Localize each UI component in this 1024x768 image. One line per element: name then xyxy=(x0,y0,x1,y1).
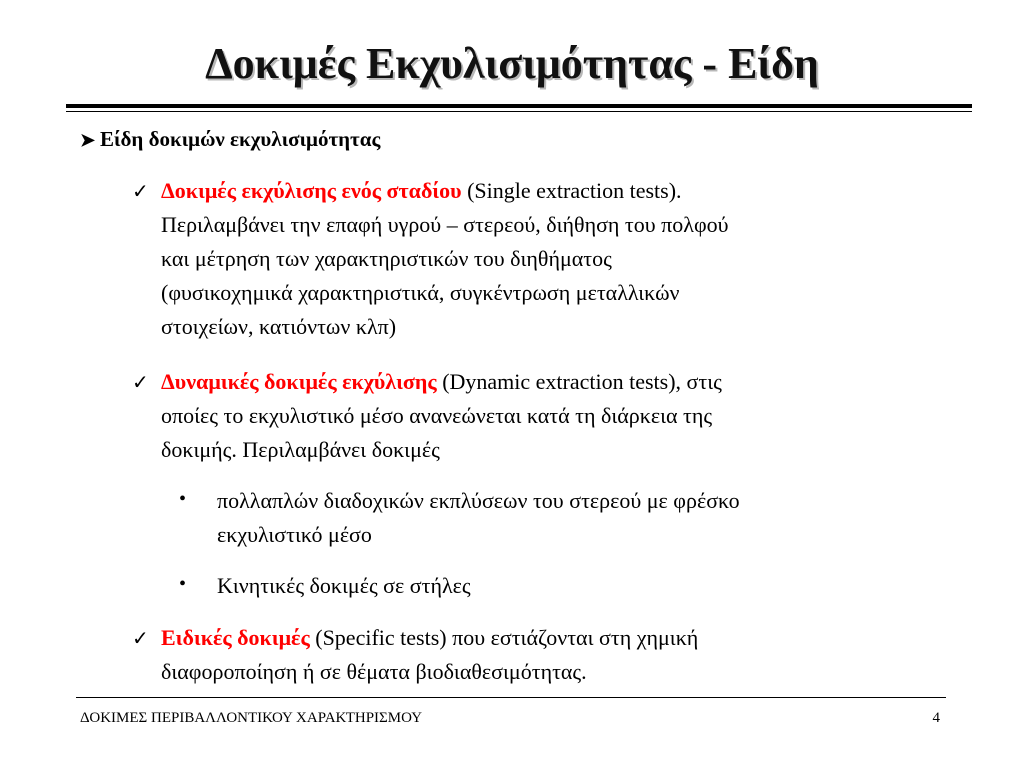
item-term: Δυναμικές δοκιμές εκχύλισης xyxy=(161,369,437,394)
list-item xyxy=(161,621,698,689)
list-item-line xyxy=(161,174,729,208)
page-number: 4 xyxy=(932,710,940,726)
list-item-line xyxy=(161,365,722,399)
title-divider-thick xyxy=(66,104,972,108)
sub-list-item xyxy=(217,569,471,603)
item-text: (Dynamic extraction tests), στις xyxy=(436,369,722,394)
list-item-line: οποίες το εκχυλιστικό μέσο ανανεώνεται κατά τη διάρκεια της xyxy=(161,403,713,428)
item-term: Ειδικές δοκιμές xyxy=(161,625,310,650)
title-divider-thin xyxy=(66,111,972,112)
checkmark-icon: ✓ xyxy=(132,181,149,203)
item-text: (Specific tests) που εστιάζονται στη χημική xyxy=(309,625,699,650)
section-heading-text: Είδη δοκιμών εκχυλισιμότητας xyxy=(100,127,381,151)
footer-divider xyxy=(76,697,946,698)
list-item-line: Περιλαμβάνει την επαφή υγρού – στερεού, διήθηση του πολφού xyxy=(161,212,729,237)
dot-icon: • xyxy=(179,573,187,595)
checkmark-icon: ✓ xyxy=(132,372,149,394)
section-heading xyxy=(80,127,380,152)
list-item-line: (φυσικοχημικά χαρακτηριστικά, συγκέντρωση μεταλλικών xyxy=(161,280,680,305)
arrow-right-icon: ➤ xyxy=(80,130,96,150)
list-item-line: πολλαπλών διαδοχικών εκπλύσεων του στερεού με φρέσκο xyxy=(217,488,740,513)
list-item-line: διαφοροποίηση ή σε θέματα βιοδιαθεσιμότητας. xyxy=(161,659,587,684)
item-text: (Single extraction tests). xyxy=(461,178,682,203)
list-item xyxy=(161,174,729,344)
footer-title: ΔΟΚΙΜΕΣ ΠΕΡΙΒΑΛΛΟΝΤΙΚΟΥ ΧΑΡΑΚΤΗΡΙΣΜΟΥ xyxy=(80,710,423,726)
list-item xyxy=(161,365,722,467)
checkmark-icon: ✓ xyxy=(132,628,149,650)
list-item-line: στοιχείων, κατιόντων κλπ) xyxy=(161,314,397,339)
slide-title: Δοκιμές Εκχυλισιμότητας - Είδη xyxy=(205,39,819,88)
dot-icon: • xyxy=(179,488,187,510)
sub-list-item xyxy=(217,484,740,552)
list-item-line xyxy=(161,621,698,655)
list-item-line: και μέτρηση των χαρακτηριστικών του διηθήματος xyxy=(161,246,612,271)
list-item-line: δοκιμής. Περιλαμβάνει δοκιμές xyxy=(161,437,440,462)
item-term: Δοκιμές εκχύλισης ενός σταδίου xyxy=(161,178,462,203)
list-item-line: Κινητικές δοκιμές σε στήλες xyxy=(217,573,471,598)
list-item-line: εκχυλιστικό μέσο xyxy=(217,522,372,547)
